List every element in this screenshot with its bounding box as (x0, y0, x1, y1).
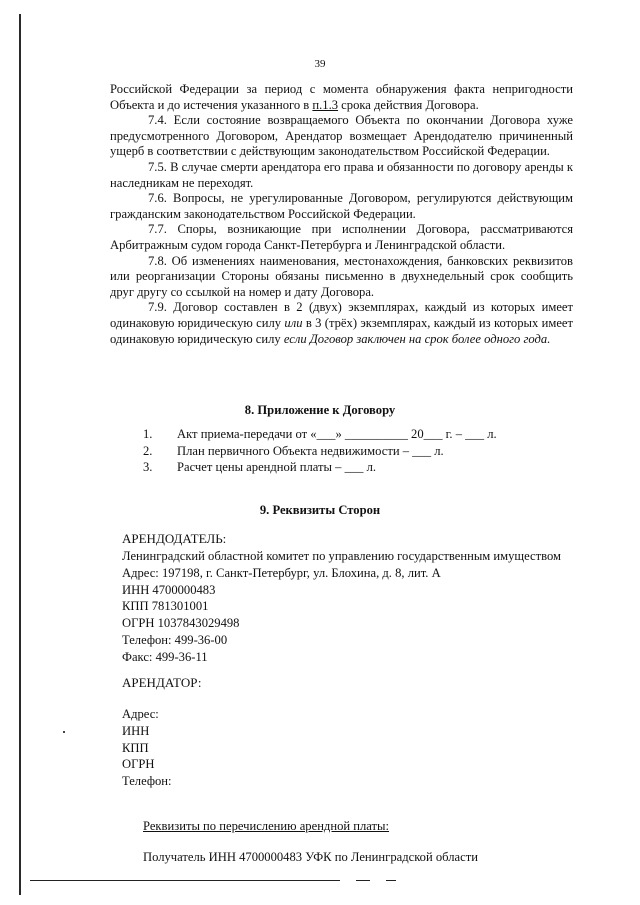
landlord-detail-line: Ленинградский областной комитет по управлению государственным имуществом (122, 549, 562, 563)
landlord-detail-line: Факс: 499-36-11 (122, 649, 208, 664)
landlord-detail-line: ИНН 4700000483 (122, 582, 216, 597)
clause-text: 7.9. Договор составлен в 2 (двух) экземплярах, каждый из которых имеет одинаковую юридическую силу (110, 300, 573, 330)
section-8-title: 8. Приложение к Договору (244, 403, 396, 417)
section-9-title: 9. Реквизиты Сторон (259, 503, 381, 517)
clause-text: 7.7. Споры, возникающие при исполнении Договора, рассматриваются Арбитражным судом города Санкт-Петербурга и Ленинградской области. (110, 222, 573, 252)
tenant-detail-line: ИНН (122, 723, 150, 738)
tenant-detail-line: Телефон: (122, 774, 172, 789)
appendix-item (143, 459, 563, 476)
payment-details-heading: Реквизиты по перечислению арендной платы: (143, 819, 390, 833)
appendix-item-text: Расчет цены арендной платы – ___ л. (177, 460, 377, 474)
clause-paragraph (110, 300, 573, 347)
appendix-item-number: 1. (143, 427, 153, 441)
appendix-item (143, 426, 563, 443)
landlord-details (122, 548, 561, 666)
appendix-item-number: 2. (143, 443, 153, 458)
appendix-item-number: 3. (143, 460, 153, 474)
clause-paragraph (110, 82, 573, 113)
landlord-detail-line: КПП 781301001 (122, 599, 209, 614)
clause-paragraph (110, 113, 573, 160)
footer-dash (386, 880, 396, 881)
clause-text: если Договор заключен на срок более одного года. (283, 331, 551, 346)
page-number: 39 (314, 58, 326, 70)
clause-reference-link[interactable]: п.1.3 (312, 97, 339, 112)
clause-text: 7.8. Об изменениях наименования, местонахождения, банковских реквизитов или реорганизации Стороны обязаны письменно в двухнедельный срок сообщить друг другу со ссылкой на номер и дату Договора. (110, 253, 573, 299)
clause-text: в 3 (трёх) экземплярах, каждый из которых имеет одинаковую юридическую силу (110, 315, 574, 346)
footer-dash (356, 880, 370, 881)
scan-speck (63, 731, 65, 733)
appendix-item (143, 443, 563, 460)
clause-text: Российской Федерации за период с момента обнаружения факта непригодности Объекта и до истечения указанного в (110, 82, 573, 112)
appendix-item-text: Акт приема-передачи от «___» __________ 20___ г. – ___ л. (177, 427, 497, 441)
clause-text: 7.6. Вопросы, не урегулированные Договором, регулируются действующим гражданским законодательством Российской Федерации. (110, 191, 573, 221)
appendix-list (143, 426, 563, 476)
clause-text: или (284, 315, 303, 330)
clause-text: срока действия Договора. (338, 97, 479, 112)
clause-text: 7.4. Если состояние возвращаемого Объекта по окончании Договора хуже предусмотренного Договором, Арендатор возмещает Арендодателю причиненный ущерб в соответствии с действующим законодательством Российской Федерации. (110, 113, 573, 159)
landlord-detail-line: ОГРН 1037843029498 (122, 616, 240, 631)
landlord-detail-line: Телефон: 499-36-00 (122, 632, 228, 647)
scan-edge-line (19, 14, 21, 895)
landlord-detail-line: Адрес: 197198, г. Санкт-Петербург, ул. Блохина, д. 8, лит. А (122, 565, 441, 580)
tenant-detail-line: Адрес: (122, 707, 159, 721)
footer-line (30, 880, 340, 881)
tenant-details (122, 706, 172, 790)
clause-paragraph (110, 254, 573, 301)
contract-clauses (110, 82, 573, 347)
appendix-item-text: План первичного Объекта недвижимости – ___ л. (177, 443, 444, 458)
clause-paragraph (110, 191, 573, 222)
tenant-detail-line: ОГРН (122, 757, 155, 772)
clause-text: 7.5. В случае смерти арендатора его права и обязанности по договору аренды к наследникам не переходят. (110, 159, 573, 190)
clause-paragraph (110, 222, 573, 253)
payment-recipient: Получатель ИНН 4700000483 УФК по Ленинградской области (143, 850, 478, 864)
clause-paragraph (110, 160, 573, 191)
tenant-label: АРЕНДАТОР: (122, 675, 202, 690)
landlord-label: АРЕНДОДАТЕЛЬ: (122, 531, 227, 546)
tenant-detail-line: КПП (122, 740, 149, 755)
